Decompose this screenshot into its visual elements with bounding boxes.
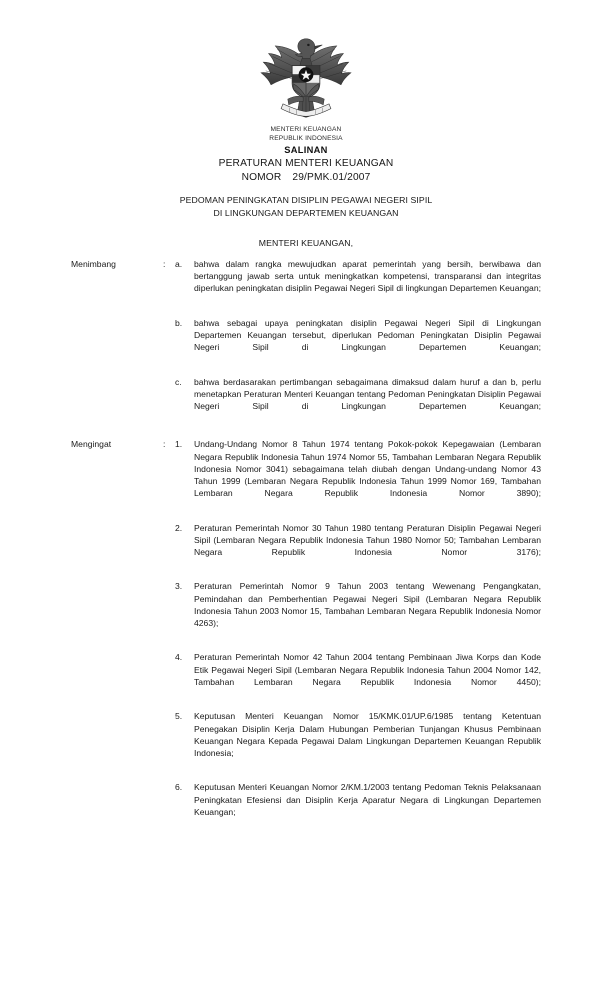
- subject-line-2: DI LINGKUNGAN DEPARTEMEN KEUANGAN: [213, 207, 399, 218]
- document-header: [0, 126, 612, 185]
- list-item: [175, 651, 541, 700]
- document-addressee: MENTERI KEUANGAN,: [258, 238, 354, 248]
- list-item-marker: 6.: [175, 782, 183, 793]
- list-item-marker: c.: [175, 376, 182, 387]
- list-item-marker: 1.: [175, 439, 183, 450]
- list-item-marker: 2.: [175, 522, 183, 533]
- list-item: [175, 580, 541, 641]
- clause-label: Mengingat: [71, 439, 112, 450]
- clause-label: Menimbang: [71, 259, 116, 269]
- list-item: [175, 376, 541, 425]
- clause-colon: :: [163, 259, 166, 269]
- clause-colon: :: [163, 439, 166, 450]
- list-item-text: bahwa berdasarakan pertimbangan sebagaimana dimaksud dalam huruf a dan b, perlu menetapkan Peraturan Menteri Keuangan tentang Pedoman Peningkatan Disiplin Pegawai Negeri Sipil di Lingkungan Departemen Keuangan;: [194, 376, 541, 412]
- list-item-text: Undang-Undang Nomor 8 Tahun 1974 tentang Pokok-pokok Kepegawaian (Lembaran Negara Republik Indonesia Tahun 1974 Nomor 55, Tambahan Lembaran Negara Republik Indonesia Nomor 3041) sebagaimana telah diubah dengan Undang-undang Nomor 43 Tahun 1999 (Lembaran Negara Republik Indonesia Tahun 1999 Nomor 169, Tambahan Lembaran Negara Republik Indonesia Nomor 3890);: [194, 439, 541, 499]
- salinan-label: SALINAN: [284, 145, 328, 156]
- clause-menimbang: [0, 258, 612, 424]
- nomor-value: 29/PMK.01/2007: [292, 172, 371, 184]
- regulation-number: [0, 171, 612, 185]
- list-item: [175, 781, 541, 830]
- list-item-text: bahwa sebagai upaya peningkatan disiplin Pegawai Negeri Sipil di Lingkungan Departemen Keuangan tersebut, diperlukan Pedoman Peningkatan Disiplin Pegawai Negeri Sipil di Lingkungan Departemen Keuangan;: [194, 317, 541, 353]
- list-item-text: Peraturan Pemerintah Nomor 30 Tahun 1980 tentang Peraturan Disiplin Pegawai Negeri Sipil (Lembaran Negara Republik Indonesia Tahun 1980 Nomor 50; Tambahan Lembaran Negara Republik Indonesia Nomor 3176);: [194, 522, 541, 558]
- list-item-text: Peraturan Pemerintah Nomor 42 Tahun 2004 tentang Pembinaan Jiwa Korps dan Kode Etik Pegawai Negeri Sipil (Lembaran Negara Republik Indonesia Tahun 2004 Nomor 142, Tambahan Lembaran Negara Republik Indonesia Nomor 4450);: [194, 652, 541, 687]
- clause-mengingat: [0, 438, 612, 830]
- list-item: [175, 522, 541, 571]
- list-item-text: bahwa dalam rangka mewujudkan aparat pemerintah yang bersih, berwibawa dan bertanggung jawab serta untuk meningkatkan kompetensi, transparansi dan integritas diperlukan peningkatan disiplin Pegawai Negeri Sipil di lingkungan Departemen Keuangan;: [194, 259, 541, 294]
- list-item-text: Keputusan Menteri Keuangan Nomor 2/KM.1/2003 tentang Pedoman Teknis Pelaksanaan Peningkatan Efesiensi dan Disiplin Kerja Aparatur Negara di Lingkungan Departemen Keuangan;: [194, 782, 541, 817]
- list-item-marker: a.: [175, 259, 183, 269]
- nomor-label: NOMOR: [241, 172, 282, 184]
- document-body: [0, 258, 612, 830]
- garuda-pancasila-emblem: [258, 32, 354, 124]
- list-item: [175, 317, 541, 366]
- list-item-text: Keputusan Menteri Keuangan Nomor 15/KMK.01/UP.6/1985 tentang Ketentuan Penegakan Disiplin Kerja Dalam Hubungan Pemberian Tunjangan Khusus Pembinaan Keuangan Negara Kepada Pegawai Dalam Lingkungan Departemen Keuangan Republik Indonesia;: [194, 711, 541, 758]
- list-item: [175, 258, 541, 307]
- list-item-marker: b.: [175, 317, 183, 328]
- list-item-marker: 5.: [175, 711, 183, 722]
- ministry-line-2: REPUBLIK INDONESIA: [269, 134, 343, 142]
- regulation-type: PERATURAN MENTERI KEUANGAN: [218, 158, 394, 170]
- ministry-line-1: MENTERI KEUANGAN: [270, 126, 342, 133]
- list-item-marker: 4.: [175, 652, 183, 663]
- clause-item-list: [175, 258, 612, 424]
- list-item-marker: 3.: [175, 581, 183, 592]
- list-item: [175, 710, 541, 771]
- subject-line-1: PEDOMAN PENINGKATAN DISIPLIN PEGAWAI NEGERI SIPIL: [179, 195, 433, 205]
- list-item-text: Peraturan Pemerintah Nomor 9 Tahun 2003 tentang Wewenang Pengangkatan, Pemindahan dan Pemberhentian Pegawai Negeri Sipil (Lembaran Negara Republik Indonesia Tahun 2003 Nomor 15, Tambahan Lembaran Negara Republik Indonesia Nomor 4263);: [194, 581, 541, 629]
- emblem-container: [0, 32, 612, 129]
- clause-item-list: [175, 438, 612, 830]
- list-item: [175, 438, 541, 511]
- document-subject-title: [0, 194, 612, 219]
